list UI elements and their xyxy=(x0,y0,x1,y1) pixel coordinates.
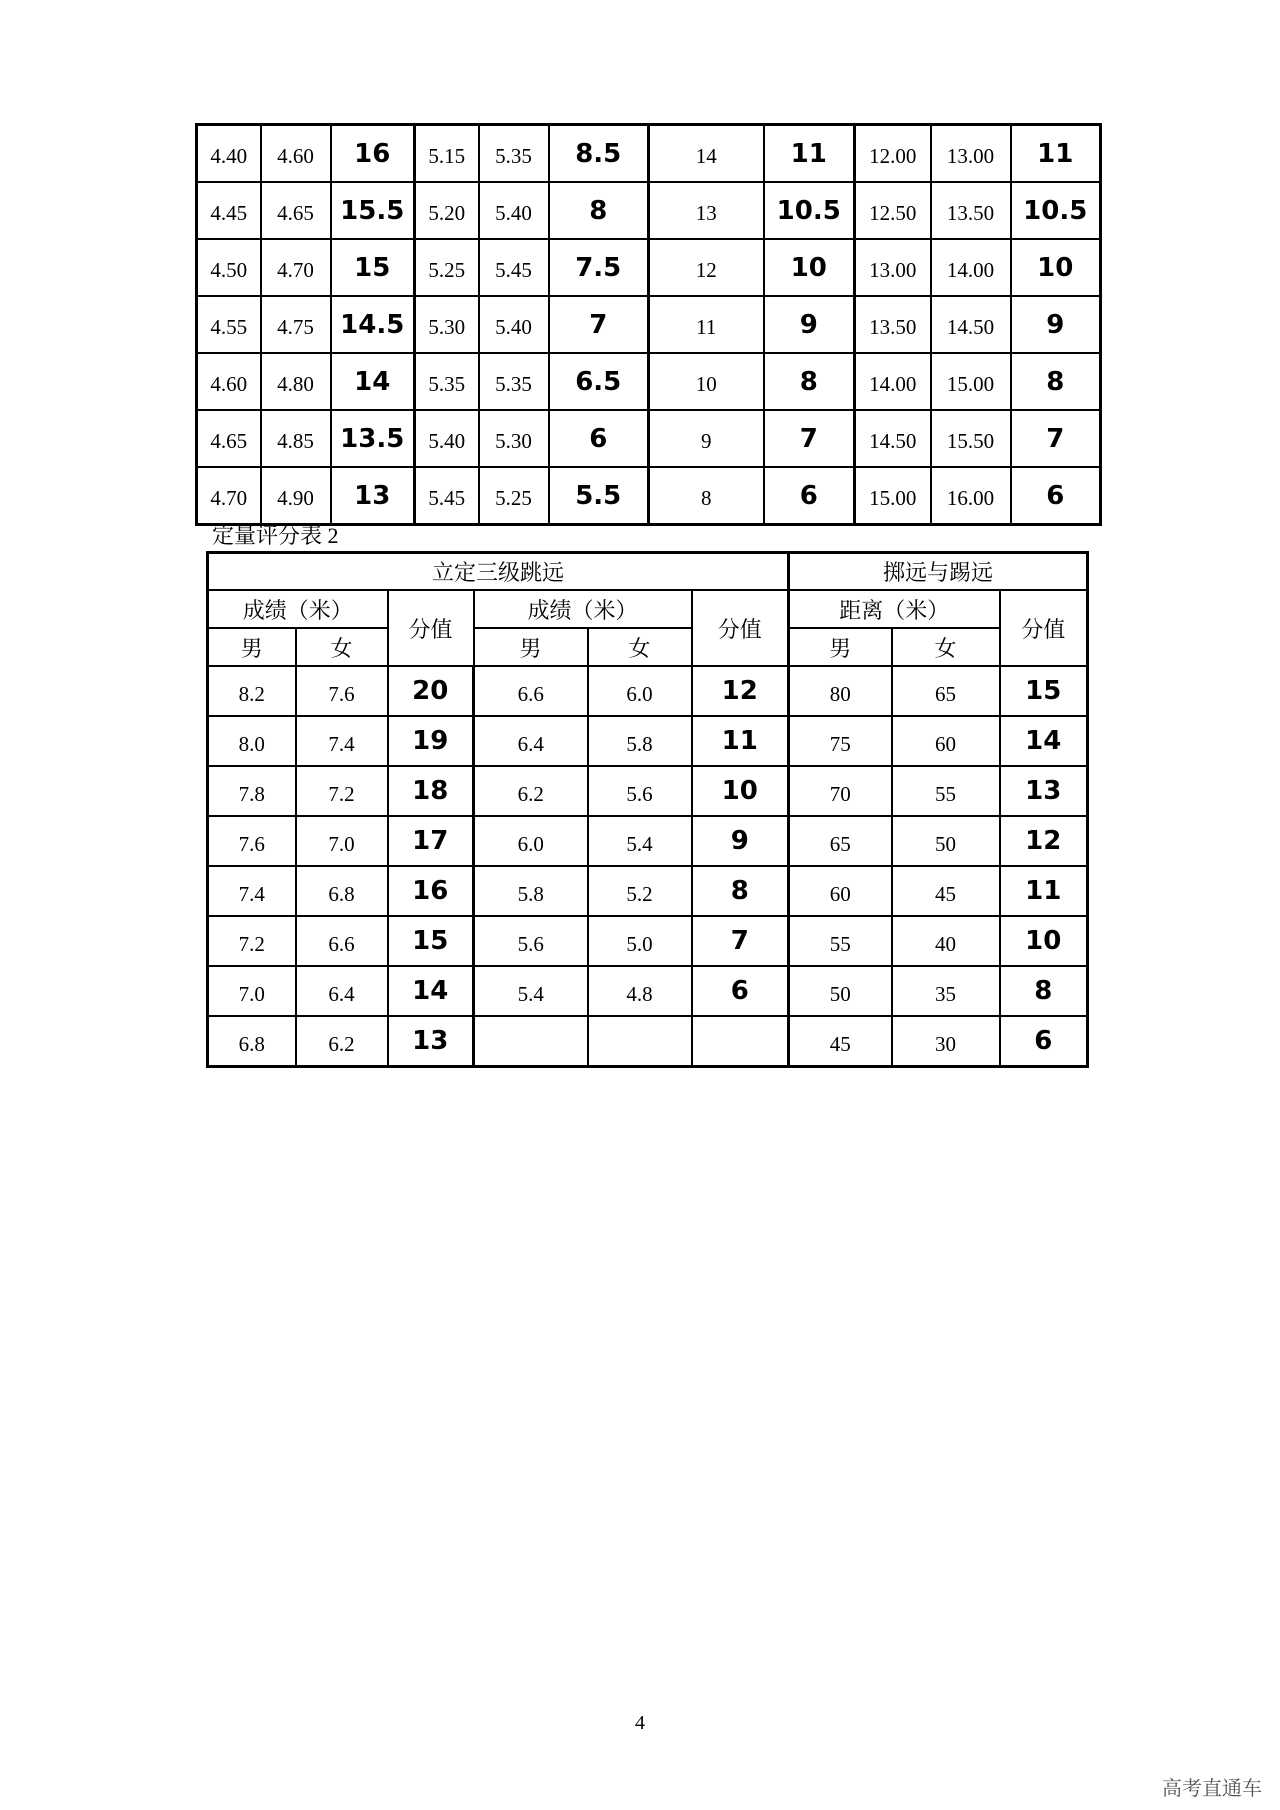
value-cell: 7.8 xyxy=(208,766,296,816)
score-cell xyxy=(692,1016,789,1067)
score-cell: 8 xyxy=(1000,966,1088,1016)
value-cell: 7.0 xyxy=(296,816,388,866)
value-cell: 65 xyxy=(892,666,1000,716)
value-cell: 5.15 xyxy=(415,125,479,183)
score-cell: 17 xyxy=(388,816,474,866)
score-cell: 7 xyxy=(692,916,789,966)
value-cell: 14.50 xyxy=(855,410,931,467)
value-cell: 5.4 xyxy=(588,816,692,866)
score-cell: 14 xyxy=(331,353,415,410)
value-cell: 12 xyxy=(649,239,764,296)
table-row xyxy=(197,182,1101,239)
value-cell: 30 xyxy=(892,1016,1000,1067)
value-cell: 13.00 xyxy=(931,125,1011,183)
value-cell: 4.65 xyxy=(197,410,261,467)
score-cell: 14 xyxy=(1000,716,1088,766)
score-cell: 19 xyxy=(388,716,474,766)
value-cell: 65 xyxy=(789,816,892,866)
value-cell: 12.50 xyxy=(855,182,931,239)
value-cell: 7.6 xyxy=(208,816,296,866)
table-row xyxy=(197,467,1101,525)
value-cell: 7.6 xyxy=(296,666,388,716)
value-cell: 4.40 xyxy=(197,125,261,183)
value-cell: 14 xyxy=(649,125,764,183)
section-title-triple-jump: 立定三级跳远 xyxy=(208,553,789,591)
score-cell: 13.5 xyxy=(331,410,415,467)
value-cell: 6.2 xyxy=(474,766,588,816)
value-cell: 5.0 xyxy=(588,916,692,966)
score-cell: 15 xyxy=(331,239,415,296)
score-cell: 15 xyxy=(1000,666,1088,716)
value-cell: 5.40 xyxy=(415,410,479,467)
page-number: 4 xyxy=(635,1712,645,1734)
value-cell: 8.2 xyxy=(208,666,296,716)
header-score-2: 成绩（米） xyxy=(474,590,692,628)
value-cell: 50 xyxy=(789,966,892,1016)
value-cell: 12.00 xyxy=(855,125,931,183)
score-cell: 8 xyxy=(692,866,789,916)
score-table-2 xyxy=(206,551,1089,1068)
value-cell: 70 xyxy=(789,766,892,816)
value-cell: 5.30 xyxy=(415,296,479,353)
value-cell: 7.4 xyxy=(296,716,388,766)
value-cell: 5.2 xyxy=(588,866,692,916)
value-cell: 7.2 xyxy=(296,766,388,816)
score-cell: 20 xyxy=(388,666,474,716)
value-cell: 8 xyxy=(649,467,764,525)
score-cell: 15.5 xyxy=(331,182,415,239)
score-cell: 6.5 xyxy=(549,353,649,410)
value-cell: 14.00 xyxy=(855,353,931,410)
value-cell: 35 xyxy=(892,966,1000,1016)
value-cell: 6.2 xyxy=(296,1016,388,1067)
value-cell: 60 xyxy=(789,866,892,916)
value-cell: 9 xyxy=(649,410,764,467)
value-cell: 6.6 xyxy=(296,916,388,966)
score-cell: 7 xyxy=(1011,410,1101,467)
value-cell: 4.85 xyxy=(261,410,331,467)
value-cell: 40 xyxy=(892,916,1000,966)
score-cell: 13 xyxy=(331,467,415,525)
value-cell: 13.50 xyxy=(931,182,1011,239)
value-cell: 5.45 xyxy=(479,239,549,296)
value-cell: 5.45 xyxy=(415,467,479,525)
value-cell: 4.45 xyxy=(197,182,261,239)
score-cell: 6 xyxy=(692,966,789,1016)
value-cell: 55 xyxy=(892,766,1000,816)
table-row xyxy=(197,296,1101,353)
value-cell: 5.40 xyxy=(479,182,549,239)
value-cell: 11 xyxy=(649,296,764,353)
score-cell: 6 xyxy=(549,410,649,467)
table-row xyxy=(208,1016,1088,1067)
value-cell: 4.70 xyxy=(261,239,331,296)
header-value-1: 分值 xyxy=(388,590,474,666)
value-cell: 4.60 xyxy=(197,353,261,410)
value-cell: 5.8 xyxy=(474,866,588,916)
score-cell: 16 xyxy=(331,125,415,183)
watermark: 高考直通车 xyxy=(1162,1776,1262,1800)
value-cell: 4.75 xyxy=(261,296,331,353)
value-cell: 4.70 xyxy=(197,467,261,525)
value-cell: 55 xyxy=(789,916,892,966)
value-cell: 5.6 xyxy=(474,916,588,966)
value-cell: 4.65 xyxy=(261,182,331,239)
table-row xyxy=(208,766,1088,816)
header-score-1: 成绩（米） xyxy=(208,590,388,628)
value-cell: 15.00 xyxy=(931,353,1011,410)
score-cell: 7 xyxy=(549,296,649,353)
score-cell: 9 xyxy=(692,816,789,866)
score-cell: 13 xyxy=(1000,766,1088,816)
value-cell: 45 xyxy=(892,866,1000,916)
value-cell: 6.8 xyxy=(296,866,388,916)
value-cell: 4.50 xyxy=(197,239,261,296)
score-cell: 12 xyxy=(1000,816,1088,866)
value-cell: 6.8 xyxy=(208,1016,296,1067)
header-male-1: 男 xyxy=(208,628,296,666)
header-female-3: 女 xyxy=(892,628,1000,666)
value-cell: 5.30 xyxy=(479,410,549,467)
value-cell: 6.0 xyxy=(588,666,692,716)
header-male-3: 男 xyxy=(789,628,892,666)
value-cell: 10 xyxy=(649,353,764,410)
value-cell: 6.4 xyxy=(474,716,588,766)
value-cell: 50 xyxy=(892,816,1000,866)
score-cell: 8 xyxy=(764,353,855,410)
value-cell: 13.00 xyxy=(855,239,931,296)
value-cell: 15.00 xyxy=(855,467,931,525)
value-cell: 5.35 xyxy=(479,353,549,410)
value-cell: 5.35 xyxy=(479,125,549,183)
score-table-1 xyxy=(195,123,1102,526)
value-cell: 5.40 xyxy=(479,296,549,353)
score-cell: 10 xyxy=(1000,916,1088,966)
score-cell: 11 xyxy=(1011,125,1101,183)
value-cell: 16.00 xyxy=(931,467,1011,525)
value-cell: 4.8 xyxy=(588,966,692,1016)
score-cell: 16 xyxy=(388,866,474,916)
value-cell: 6.4 xyxy=(296,966,388,1016)
score-cell: 6 xyxy=(1011,467,1101,525)
score-cell: 14.5 xyxy=(331,296,415,353)
value-cell: 80 xyxy=(789,666,892,716)
score-cell: 6 xyxy=(1000,1016,1088,1067)
table-row xyxy=(197,125,1101,183)
value-cell: 5.20 xyxy=(415,182,479,239)
value-cell: 5.4 xyxy=(474,966,588,1016)
table-caption: 定量评分表 2 xyxy=(212,523,339,548)
table-row xyxy=(208,966,1088,1016)
value-cell: 15.50 xyxy=(931,410,1011,467)
header-value-3: 分值 xyxy=(1000,590,1088,666)
score-cell: 6 xyxy=(764,467,855,525)
value-cell: 4.80 xyxy=(261,353,331,410)
score-cell: 8.5 xyxy=(549,125,649,183)
value-cell: 4.60 xyxy=(261,125,331,183)
value-cell: 5.6 xyxy=(588,766,692,816)
value-cell: 14.00 xyxy=(931,239,1011,296)
header-value-2: 分值 xyxy=(692,590,789,666)
value-cell: 13 xyxy=(649,182,764,239)
score-cell: 10.5 xyxy=(1011,182,1101,239)
value-cell: 5.25 xyxy=(415,239,479,296)
value-cell: 5.8 xyxy=(588,716,692,766)
score-cell: 5.5 xyxy=(549,467,649,525)
score-cell: 10.5 xyxy=(764,182,855,239)
value-cell: 6.6 xyxy=(474,666,588,716)
header-female-2: 女 xyxy=(588,628,692,666)
value-cell xyxy=(474,1016,588,1067)
score-cell: 7 xyxy=(764,410,855,467)
table-row xyxy=(197,239,1101,296)
score-cell: 11 xyxy=(692,716,789,766)
table-row xyxy=(208,866,1088,916)
score-cell: 18 xyxy=(388,766,474,816)
score-cell: 13 xyxy=(388,1016,474,1067)
value-cell: 60 xyxy=(892,716,1000,766)
value-cell xyxy=(588,1016,692,1067)
header-female-1: 女 xyxy=(296,628,388,666)
score-cell: 10 xyxy=(1011,239,1101,296)
score-cell: 12 xyxy=(692,666,789,716)
table-row xyxy=(208,666,1088,716)
value-cell: 14.50 xyxy=(931,296,1011,353)
score-cell: 10 xyxy=(764,239,855,296)
header-male-2: 男 xyxy=(474,628,588,666)
score-cell: 9 xyxy=(764,296,855,353)
value-cell: 4.55 xyxy=(197,296,261,353)
value-cell: 75 xyxy=(789,716,892,766)
value-cell: 13.50 xyxy=(855,296,931,353)
score-cell: 7.5 xyxy=(549,239,649,296)
value-cell: 5.35 xyxy=(415,353,479,410)
header-distance: 距离（米） xyxy=(789,590,1000,628)
value-cell: 7.4 xyxy=(208,866,296,916)
section-title-throw-kick: 掷远与踢远 xyxy=(789,553,1088,591)
score-cell: 8 xyxy=(549,182,649,239)
value-cell: 7.2 xyxy=(208,916,296,966)
value-cell: 4.90 xyxy=(261,467,331,525)
score-cell: 14 xyxy=(388,966,474,1016)
score-cell: 9 xyxy=(1011,296,1101,353)
value-cell: 7.0 xyxy=(208,966,296,1016)
score-cell: 11 xyxy=(1000,866,1088,916)
table-row xyxy=(197,410,1101,467)
value-cell: 8.0 xyxy=(208,716,296,766)
table-row xyxy=(197,353,1101,410)
value-cell: 5.25 xyxy=(479,467,549,525)
value-cell: 45 xyxy=(789,1016,892,1067)
score-cell: 15 xyxy=(388,916,474,966)
table-row xyxy=(208,916,1088,966)
table-row xyxy=(208,716,1088,766)
score-cell: 8 xyxy=(1011,353,1101,410)
table-row xyxy=(208,816,1088,866)
score-cell: 10 xyxy=(692,766,789,816)
score-cell: 11 xyxy=(764,125,855,183)
value-cell: 6.0 xyxy=(474,816,588,866)
